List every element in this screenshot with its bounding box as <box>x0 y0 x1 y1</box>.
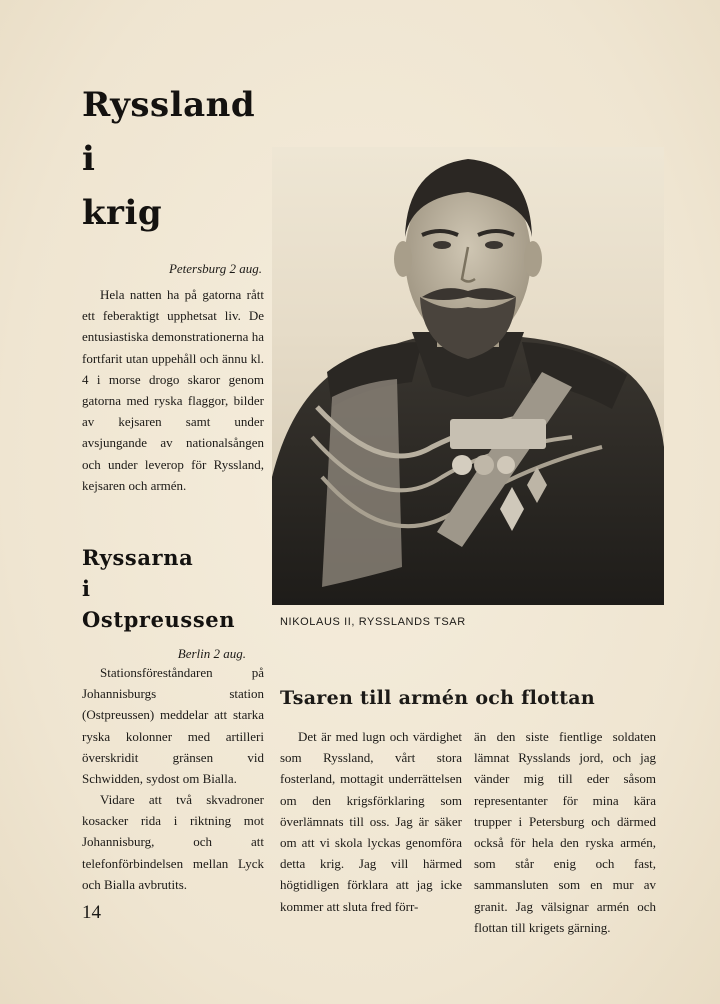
article2-title-line1: Ryssarna <box>82 545 194 570</box>
article3-title: Tsaren till armén och flottan <box>280 687 596 709</box>
article2-paragraph1: Stationsföreståndaren på Johannisburgs station (Ostpreussen) meddelar att starka ryska kolonner med artilleri överskridit gränsen vid Schwidden, sydost om Bialla. <box>82 665 264 787</box>
article2-title-line2: i <box>82 576 91 601</box>
article2-title-line3: Ostpreussen <box>82 607 236 632</box>
article3-column2: än den siste fientlige soldaten lämnat Rysslands jord, och jag vänder mig till eder såsom representanter för mina kära trupper i Petersburg och därmed också för hela den ryska armén, som står enig och fast, sammansluten som en mur av granit. Jag välsignar armén och flottan till krigets gärning. <box>474 729 656 935</box>
article1-title-line1: Ryssland <box>82 85 256 125</box>
article2-dateline: Berlin 2 aug. <box>177 646 246 661</box>
article1-title-line2: i <box>82 139 96 179</box>
article1-body: Hela natten ha på gatorna rått ett feberaktigt upphetsat liv. De entusiastiska demonstrationerna ha fortfarit utan uppehåll och ännu kl. 4 i morse drogo skaror genom gatorna med ryska flaggor, bilder av kejsaren samt under avsjungande av nationalsången och under leverop för Ryssland, kejsaren och armén. <box>82 287 264 493</box>
portrait-illustration <box>272 147 664 605</box>
page-number: 14 <box>82 902 101 923</box>
article1-dateline: Petersburg 2 aug. <box>168 261 262 276</box>
article2-paragraph2: Vidare att två skvadroner kosacker rida i riktning mot Johannisburg, och att telefonförbindelsen mellan Lyck och Bialla avbrutits. <box>82 792 264 892</box>
article1-title-line3: krig <box>82 193 163 233</box>
photo-caption: NIKOLAUS II, RYSSLANDS TSAR <box>280 616 466 628</box>
article3-column1: Det är med lugn och värdighet som Ryssland, vårt stora fosterland, mottagit underrättelsen om den krigsförklaring som överlämnats till oss. Jag är säker om att vi skola lyckas genomföra detta krig. Jag vill härmed högtidligen förklara att jag icke kommer att sluta fred förr- <box>280 729 462 914</box>
tsar-portrait-photo <box>272 147 664 605</box>
